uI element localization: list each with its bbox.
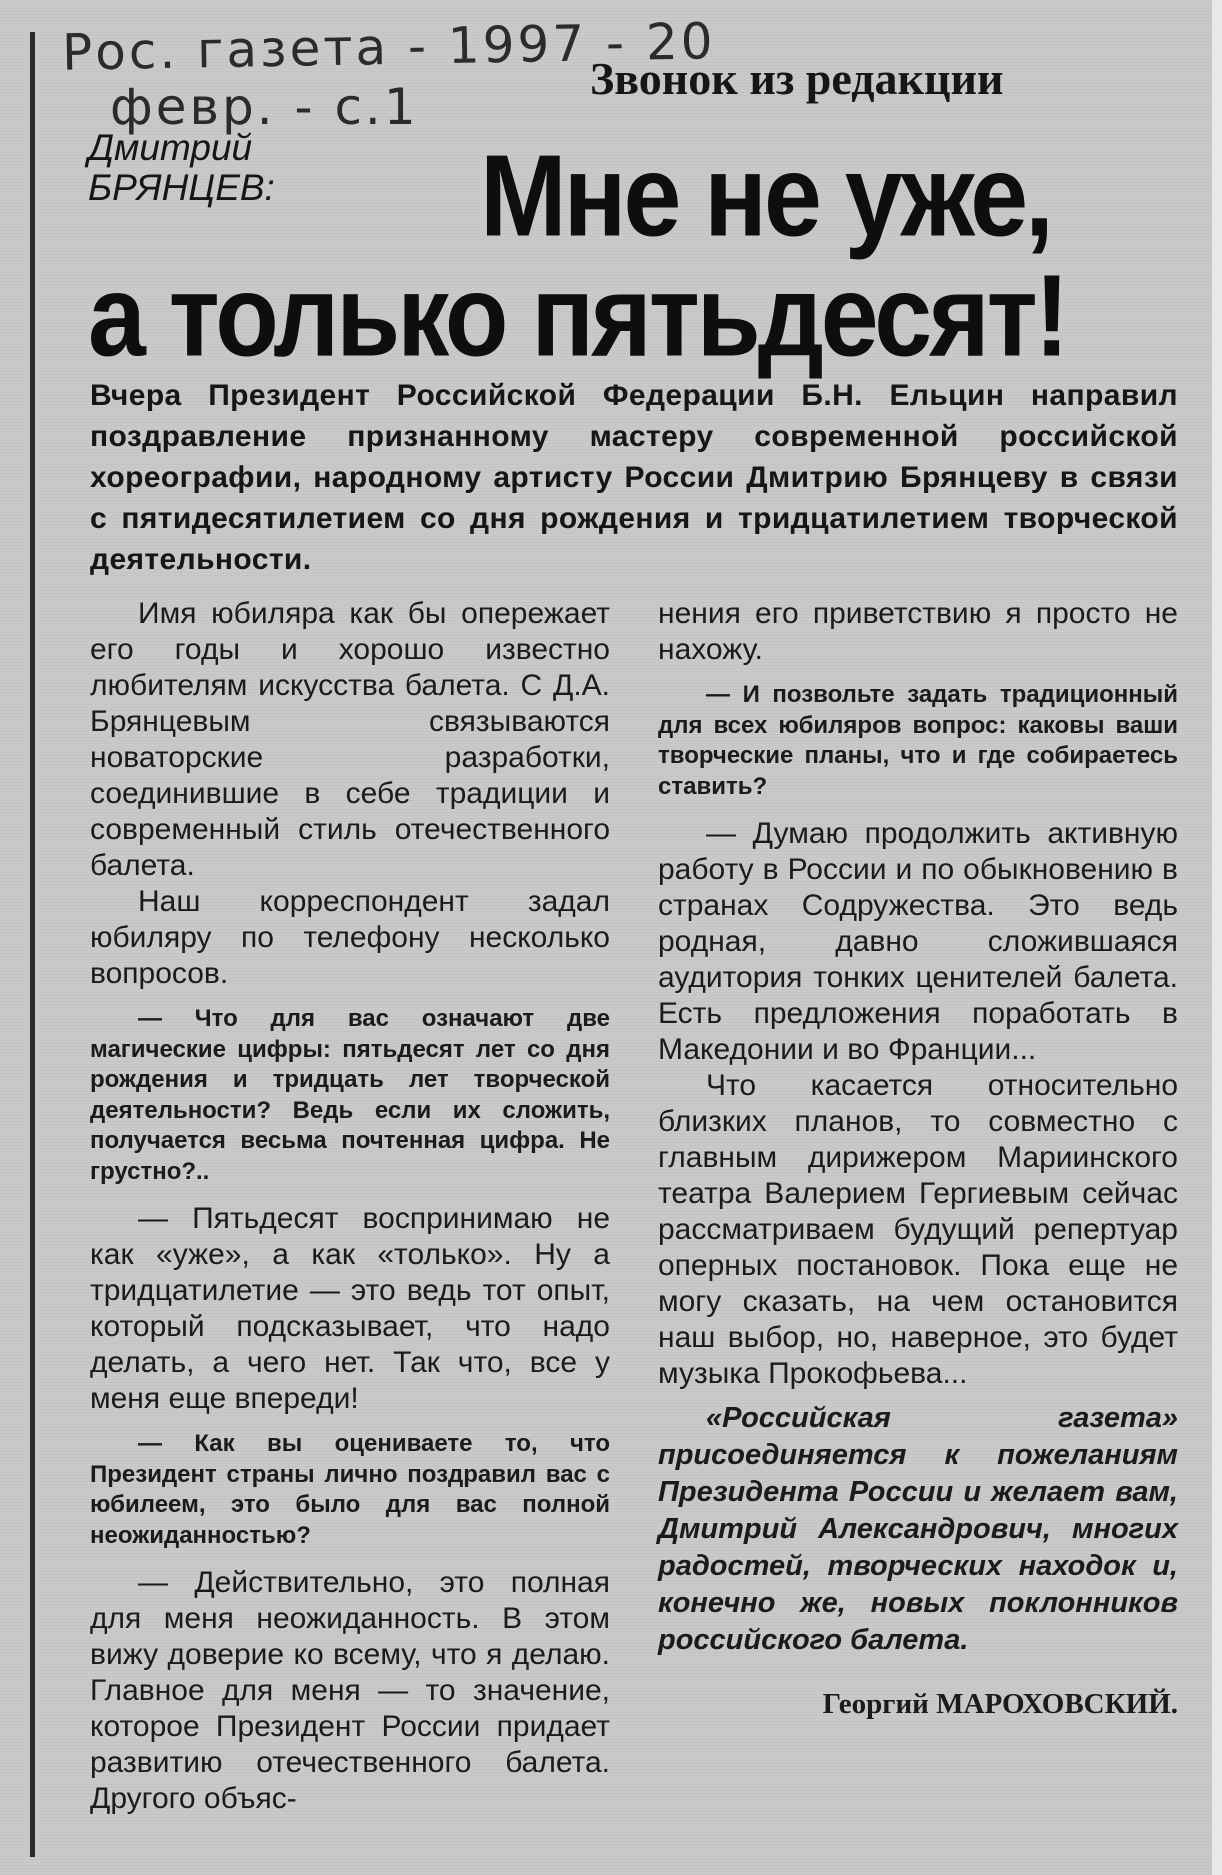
intro-paragraph: Имя юбиляра как бы опережает его годы и хорошо известно любителям искусства балета. С Д.А. Брянцевым связываются новаторские разработки, соединившие в себе традиции и современный стиль отечественного балета.: [90, 597, 610, 882]
answer-2: — Действительно, это полная для меня неожиданность. В этом вижу доверие ко всему, что я делаю. Главное для меня — то значение, которое Президент России придает развитию отечественного балета. Другого объяс-: [90, 1566, 610, 1815]
answer-1: — Пятьдесят воспринимаю не как «уже», а как «только». Ну а тридцатилетие — это ведь тот опыт, который подсказывает, что надо делать, а чего нет. Так что, все у меня еще впереди!: [90, 1202, 610, 1415]
interviewee-last-name: БРЯНЦЕВ:: [88, 167, 275, 208]
lead-paragraph: Вчера Президент Российской Федерации Б.Н. Ельцин направил поздравление признанному мастеру современной российской хореографии, народному артисту России Дмитрию Брянцеву в связи с пятидесятилетием со дня рождения и тридцатилетием творческой деятельности.: [90, 379, 1178, 576]
headline-line-1: Мне не уже,: [480, 131, 1051, 262]
clipping-right-margin: [1212, 0, 1222, 1875]
handwritten-source-note: Рос. газета - 1997 - 20: [61, 12, 717, 82]
answer-3: — Думаю продолжить активную работу в России и по обыкновению в странах Содружества. Это ведь родная, давно сложившаяся аудитория тонких ценителей балета. Есть предложения поработать в Македонии и во Франции...: [658, 817, 1178, 1066]
handwritten-page-note: февр. - с.1: [110, 78, 419, 136]
clipping-left-edge: [30, 32, 35, 1857]
answer-2-continued: нения его приветствию я просто не нахожу.: [658, 597, 1178, 666]
article-column-left: [90, 596, 610, 1817]
question-2: — Как вы оцениваете то, что Президент страны лично поздравил вас с юбилеем, это было для вас полной неожиданностью?: [90, 1430, 610, 1549]
interviewee-name: [88, 128, 275, 208]
interviewee-first-name: Дмитрий: [88, 127, 253, 168]
editorial-closing: «Российская газета» присоединяется к пожеланиям Президента России и желает вам, Дмитрий Александрович, многих радостей, творческих находок и, конечно же, новых поклонников российского балета.: [658, 1402, 1178, 1656]
plans-paragraph: Что касается относительно близких планов, то совместно с главным дирижером Мариинского театра Валерием Гергиевым сейчас рассматриваем будущий репертуар оперных постановок. Пока еще не могу сказать, на чем остановится наш выбор, но, наверное, это будет музыка Прокофьева...: [658, 1069, 1178, 1390]
rubric-heading: Звонок из редакции: [590, 53, 1004, 104]
question-3: — И позвольте задать традиционный для всех юбиляров вопрос: каковы ваши творческие планы, что и где собираетесь ставить?: [658, 681, 1178, 800]
author-signature: Георгий МАРОХОВСКИЙ.: [822, 1688, 1178, 1720]
interview-intro-paragraph: Наш корреспондент задал юбиляру по телефону несколько вопросов.: [90, 885, 610, 990]
headline-line-2: а только пятьдесят!: [88, 251, 1067, 382]
question-1: — Что для вас означают две магические цифры: пятьдесят лет со дня рождения и тридцать лет творческой деятельности? Ведь если их сложить, получается весьма почтенная цифра. Не грустно?..: [90, 1005, 610, 1185]
article-column-right: [658, 596, 1178, 1721]
